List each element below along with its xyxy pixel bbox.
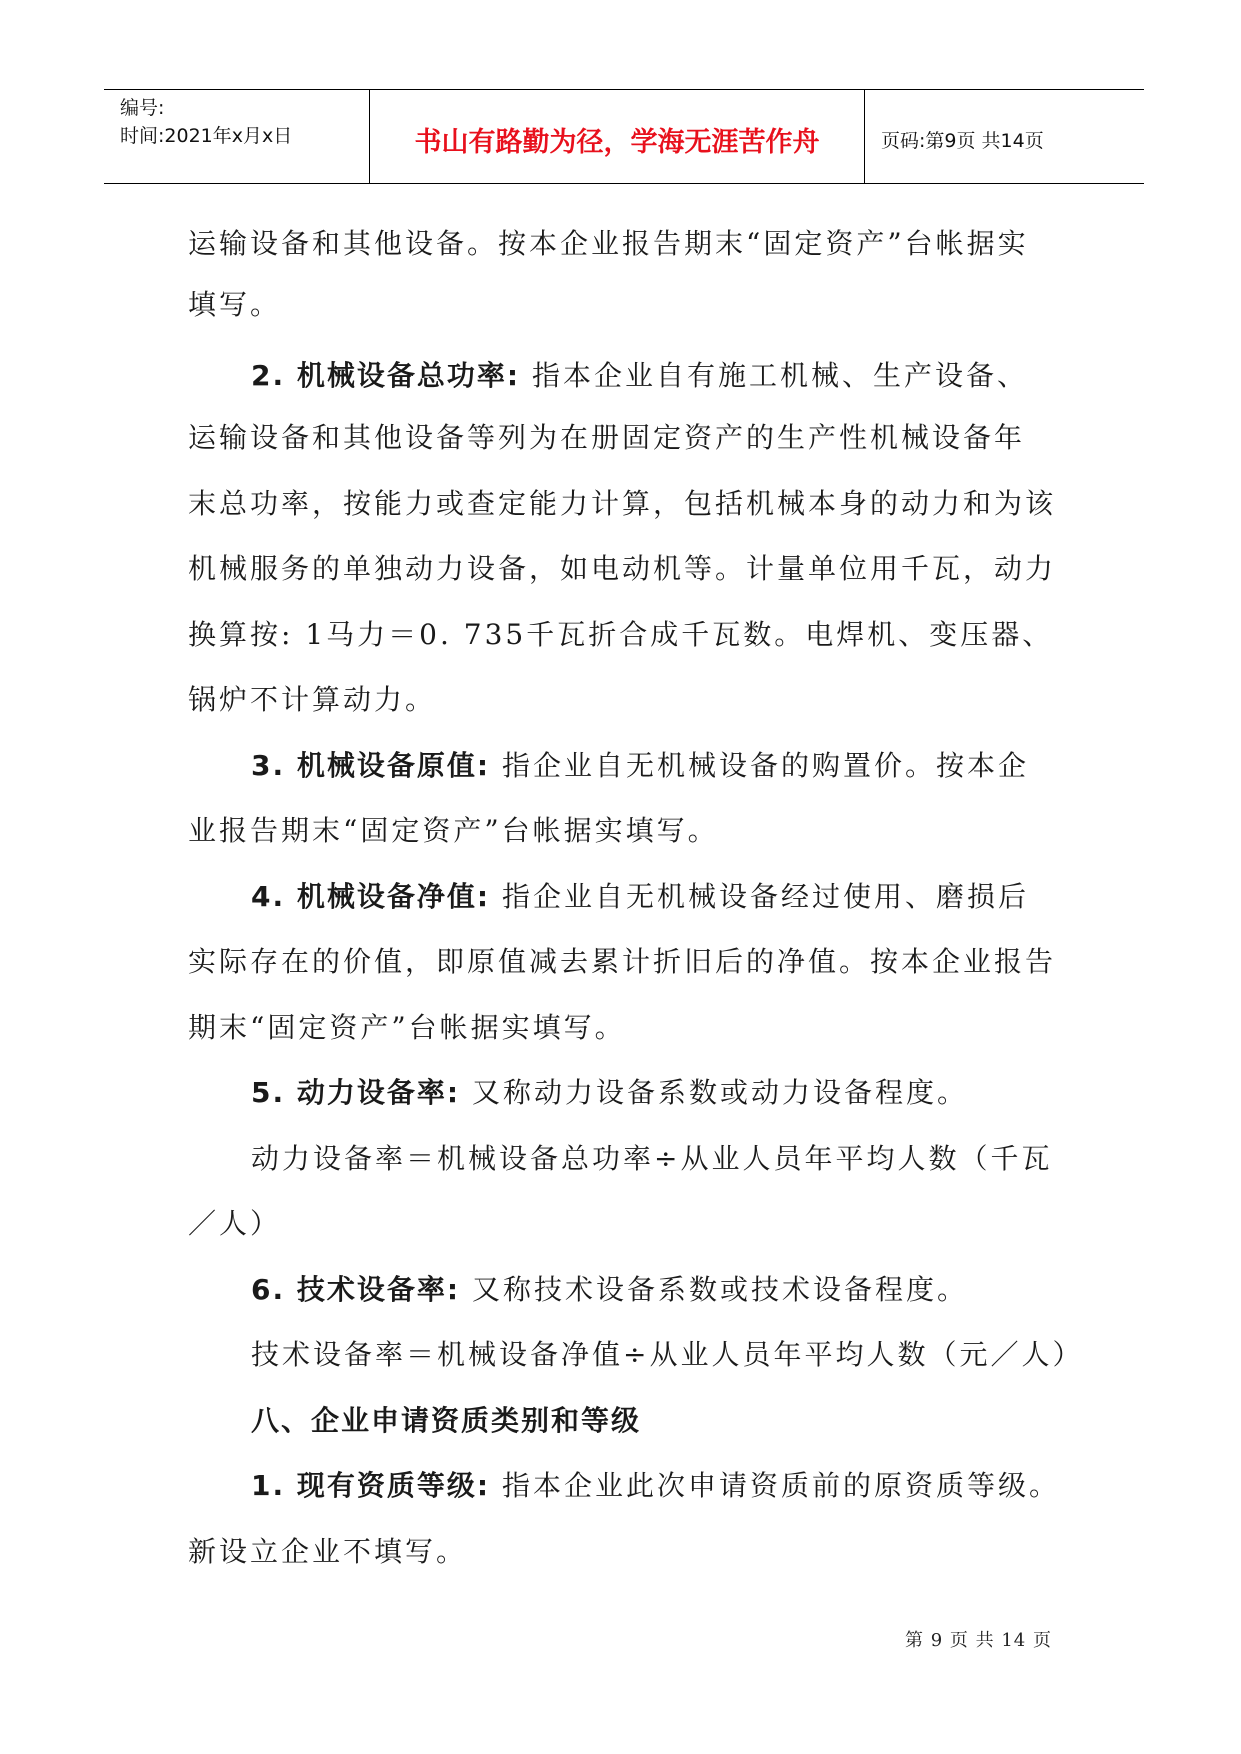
body-line: 业报告期末“固定资产”台帐据实填写。 [188, 814, 719, 847]
body-line: 新设立企业不填写。 [188, 1535, 468, 1568]
page-header [104, 89, 1144, 184]
body-line: 换算按: 1马力＝0. 735千瓦折合成千瓦数。电焊机、变压器、 [188, 618, 1054, 651]
body-line: 3. 机械设备原值: 指企业自无机械设备的购置价。按本企 [251, 749, 1029, 782]
body-line: 锅炉不计算动力。 [188, 683, 437, 716]
body-line: 技术设备率＝机械设备净值÷从业人员年平均人数（元／人） [251, 1338, 1084, 1371]
body-line: 运输设备和其他设备。按本企业报告期末“固定资产”台帐据实 [188, 227, 1029, 260]
header-motto-cell [369, 90, 865, 183]
body-line: ／人） [188, 1207, 282, 1240]
body-line: 机械服务的单独动力设备，如电动机等。计量单位用千瓦，动力 [188, 552, 1057, 585]
header-meta-cell [104, 90, 369, 183]
body-line: 2. 机械设备总功率: 指本企业自有施工机械、生产设备、 [251, 359, 1028, 392]
body-line: 1. 现有资质等级: 指本企业此次申请资质前的原资质等级。 [251, 1469, 1060, 1502]
body-line: 4. 机械设备净值: 指企业自无机械设备经过使用、磨损后 [251, 880, 1029, 913]
body-line: 运输设备和其他设备等列为在册固定资产的生产性机械设备年 [188, 421, 1026, 454]
body-line: 5. 动力设备率: 又称动力设备系数或动力设备程度。 [251, 1076, 968, 1109]
body-line: 动力设备率＝机械设备总功率÷从业人员年平均人数（千瓦 [251, 1142, 1053, 1175]
section-heading: 八、企业申请资质类别和等级 [251, 1404, 642, 1437]
header-motto: 书山有路勤为径，学海无涯苦作舟 [414, 127, 820, 158]
document-time-label: 时间:2021年x月x日 [120, 125, 293, 147]
header-page-code: 页码:第9页 共14页 [881, 130, 1044, 152]
document-number-label: 编号: [120, 97, 165, 119]
body-line: 实际存在的价值，即原值减去累计折旧后的净值。按本企业报告 [188, 945, 1057, 978]
body-line: 填写。 [188, 288, 282, 321]
body-line: 末总功率，按能力或查定能力计算，包括机械本身的动力和为该 [188, 487, 1057, 520]
header-page-cell [865, 90, 1144, 183]
body-line: 期末“固定资产”台帐据实填写。 [188, 1011, 626, 1044]
page-footer-number: 第 9 页 共 14 页 [905, 1630, 1052, 1651]
body-line: 6. 技术设备率: 又称技术设备系数或技术设备程度。 [251, 1273, 968, 1306]
